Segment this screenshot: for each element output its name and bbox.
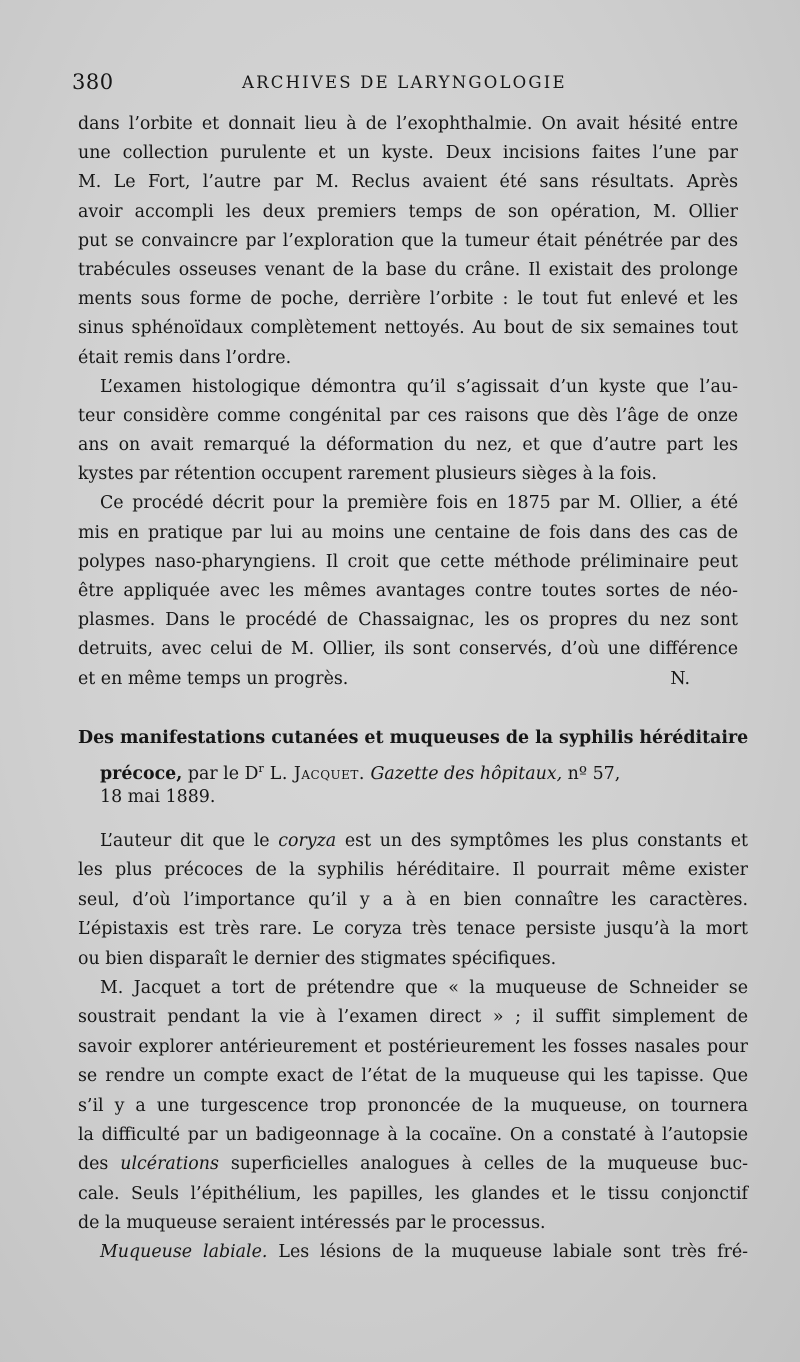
text-run: ou bien disparaît le dernier des stigmates spécifiques.: [78, 948, 557, 969]
text-line: plasmes. Dans le procédé de Chassaignac, les os propres du nez sont: [78, 610, 738, 631]
paragraph-6: [78, 1238, 748, 1267]
page-header: [72, 68, 732, 100]
text-line: put se convaincre par l’exploration que la tumeur était pénétrée par des: [78, 230, 738, 251]
text-line: [78, 974, 748, 1003]
text-run: soustrait pendant la vie à l’examen direct » ; il suffit simplement de: [78, 1007, 748, 1028]
text-line: ments sous forme de poche, derrière l’orbite : le tout fut enlevé et les: [78, 289, 738, 310]
abstract-citation: [78, 754, 748, 784]
paragraph-2: [78, 373, 738, 490]
running-head: ARCHIVES DE LARYNGOLOGIE: [242, 73, 567, 92]
section-2-body: [78, 827, 748, 1268]
text-line: M. Le Fort, l’autre par M. Reclus avaient été sans résultats. Après: [78, 172, 738, 193]
text-run: savoir explorer antérieurement et postérieurement les fosses nasales pour: [78, 1036, 748, 1057]
text-line: trabécules osseuses venant de la base du crâne. Il existait des prolonge: [78, 259, 738, 280]
abstract-heading: [78, 724, 748, 813]
abstract-title: Des manifestations cutanées et muqueuses de la syphilis héréditaire: [78, 728, 749, 748]
text-line: [78, 856, 748, 885]
text-line-with-signature: [78, 665, 738, 694]
text-line: teur considère comme congénital par ces raisons que dès l’âge de onze: [78, 405, 738, 426]
text-line: être appliquée avec les mêmes avantages contre toutes sortes de néo-: [78, 581, 738, 601]
citation-author: L. Jacquet.: [263, 763, 365, 784]
italic-run: ulcérations: [120, 1154, 219, 1175]
text-run: les plus précoces de la syphilis héréditaire. Il pourrait même exister: [78, 860, 748, 881]
text-line: [78, 1180, 748, 1209]
text-run: des: [78, 1154, 121, 1175]
text-line: kystes par rétention occupent rarement plusieurs sièges à la fois.: [78, 464, 657, 485]
text-run: Les lésions de la muqueuse labiale sont très fré-: [267, 1242, 749, 1263]
citation-journal: Gazette des hôpitaux,: [364, 763, 563, 784]
text-run: la difficulté par un badigeonnage à la cocaïne. On a constaté à l’autopsie: [78, 1124, 748, 1145]
text-line: [78, 1092, 748, 1121]
abstract-title-end: précoce,: [100, 763, 183, 784]
text-line: mis en pratique par lui au moins une centaine de fois dans des cas de: [78, 522, 738, 543]
paragraph-3: [78, 489, 738, 693]
paragraph-5: [78, 974, 748, 1239]
page-number: 380: [72, 70, 114, 94]
text-run: L’épistaxis est très rare. Le coryza très tenace persiste jusqu’à la mort: [78, 919, 748, 940]
text-line: dans l’orbite et donnait lieu à de l’exophthalmie. On avait hésité entre: [78, 114, 738, 134]
text-line: [78, 1238, 748, 1267]
text-line: polypes naso-pharyngiens. Il croit que cette méthode préliminaire peut: [78, 551, 738, 572]
paragraph-1: [78, 110, 738, 373]
citation-issue: nº 57,: [562, 763, 621, 784]
text-line: avoir accompli les deux premiers temps de son opération, M. Ollier: [78, 201, 738, 222]
text-line: L’examen histologique démontra qu’il s’agissait d’un kyste que l’au-: [100, 376, 738, 397]
text-run: superficielles analogues à celles de la muqueuse buc-: [218, 1154, 748, 1175]
text-line: detruits, avec celui de M. Ollier, ils sont conservés, d’où une différence: [78, 639, 738, 660]
text-line: [78, 1209, 748, 1238]
text-run: M. Jacquet a tort de prétendre que « la muqueuse de Schneider se: [100, 977, 748, 998]
text-line: une collection purulente et un kyste. Deux incisions faites l’une par: [78, 143, 738, 164]
citation-date: 18 mai 1889.: [100, 787, 216, 807]
text-run: seul, d’où l’importance qu’il y a à en bien connaître les caractères.: [78, 889, 748, 910]
text-line: ans on avait remarqué la déformation du nez, et que d’autre part les: [78, 435, 738, 456]
text-line: [78, 886, 748, 915]
italic-run: Muqueuse labiale.: [100, 1242, 268, 1263]
text-line: [78, 1150, 748, 1179]
citation-by: par le D: [182, 763, 259, 784]
text-line: [78, 1003, 748, 1032]
text-line: [78, 1033, 748, 1062]
text-line: sinus sphénoïdaux complètement nettoyés. Au bout de six semaines tout: [78, 318, 738, 339]
text-line: Ce procédé décrit pour la première fois en 1875 par M. Ollier, a été: [100, 493, 738, 514]
text-line: [78, 1121, 748, 1150]
text-line: [78, 827, 748, 856]
text-run: se rendre un compte exact de l’état de la muqueuse qui les tapisse. Que: [78, 1066, 748, 1087]
text-line: était remis dans l’ordre.: [78, 347, 292, 368]
text-line: [78, 915, 748, 944]
signature: N.: [670, 668, 690, 689]
paragraph-4: [78, 827, 748, 974]
citation-dr-sup: r: [258, 761, 264, 775]
text-run: cale. Seuls l’épithélium, les papilles, les glandes et le tissu conjonctif: [78, 1183, 748, 1204]
text-run: s’il y a une turgescence trop prononcée de la muqueuse, on tournera: [78, 1095, 748, 1116]
text-line: [78, 1062, 748, 1091]
text-run: est un des symptômes les plus constants et: [336, 831, 748, 851]
italic-run: coryza: [278, 831, 337, 851]
text-line: [78, 945, 748, 974]
text-run: de la muqueuse seraient intéressés par le processus.: [78, 1213, 546, 1234]
text-run: L’auteur dit que le: [100, 831, 279, 851]
section-1-body: [78, 110, 738, 694]
text-line: et en même temps un progrès.: [78, 668, 349, 689]
